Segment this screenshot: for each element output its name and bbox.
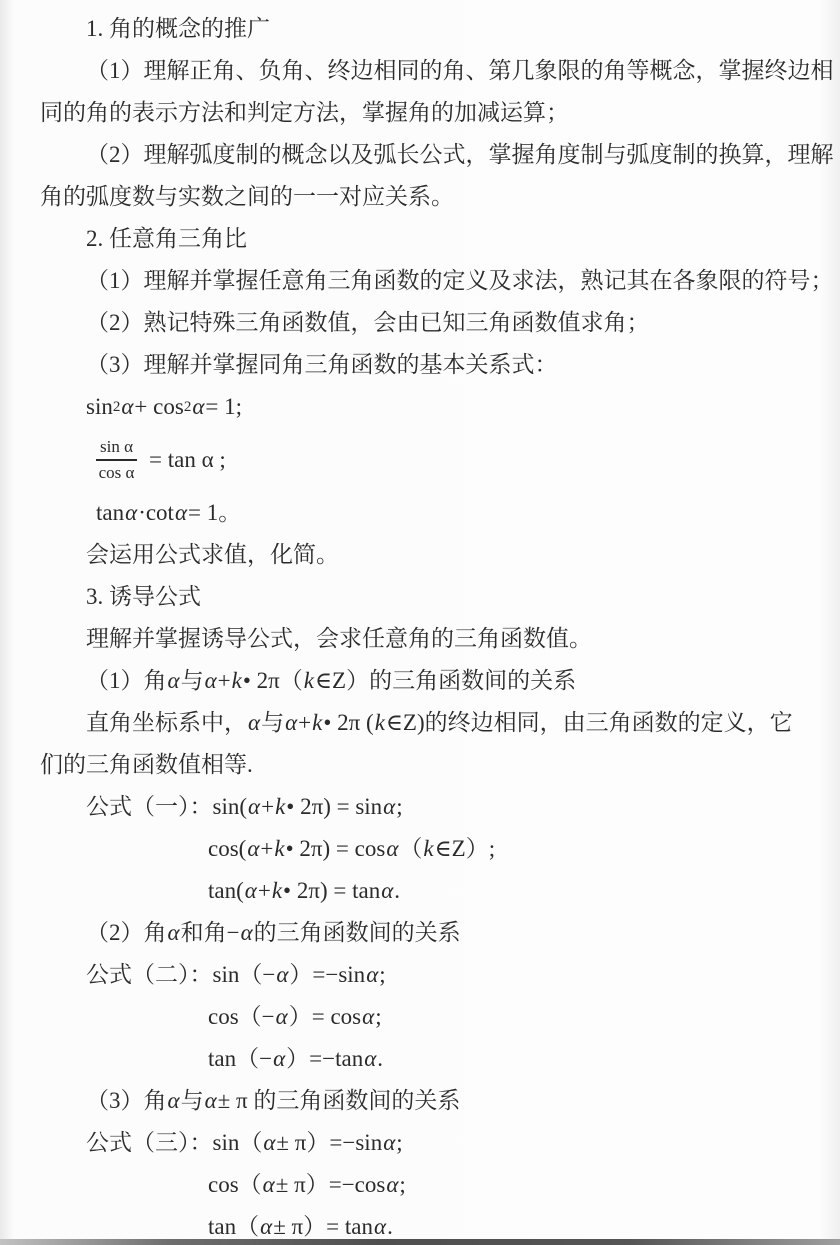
body-line: （2）角 α 和角− α 的三角函数间的关系: [86, 920, 461, 946]
body-line: 角的弧度数与实数之间的一一对应关系。: [40, 184, 454, 210]
fraction-numerator: sin α: [96, 437, 137, 461]
formula-line: [40, 428, 804, 492]
heading-line: 2. 任意角三角比: [86, 226, 247, 252]
formula-line: tan（ α ± π）= tan α .: [208, 1214, 393, 1240]
page-bottom-edge: [0, 1239, 840, 1245]
body-line: （1）理解正角、负角、终边相同的角、第几象限的角等概念，掌握终边相: [86, 58, 834, 84]
body-line: 们的三角函数值相等.: [40, 752, 253, 778]
formula-line: 公式（二）：sin（− α ）=−sin α ;: [86, 962, 386, 988]
body-line: （2）熟记特殊三角函数值，会由已知三角函数值求角；: [86, 310, 650, 336]
body-line: （2）理解弧度制的概念以及弧长公式，掌握角度制与弧度制的换算，理解: [86, 142, 834, 168]
formula-line: sin 2 α + cos 2 α = 1;: [86, 394, 243, 420]
body-line: 理解并掌握诱导公式，会求任意角的三角函数值。: [86, 626, 592, 652]
body-line: （1）角 α 与 α + k • 2π（ k ∈Z）的三角函数间的关系: [86, 668, 577, 694]
formula-line: tan（− α ）=−tan α .: [208, 1046, 384, 1072]
formula-line: cos（− α ）= cos α ;: [208, 1004, 382, 1030]
fraction-rhs: = tan α ;: [149, 447, 226, 473]
formula-line: 公式（一）：sin( α + k • 2π) = sin α ;: [86, 794, 403, 820]
body-line: （3）角 α 与 α ± π 的三角函数间的关系: [86, 1088, 461, 1114]
formula-line: tan α ·cot α = 1。: [96, 500, 242, 526]
body-line: （3）理解并掌握同角三角函数的基本关系式：: [86, 352, 558, 378]
formula-line: 公式（三）：sin（ α ± π）=−sin α ;: [86, 1130, 403, 1156]
heading-line: 3. 诱导公式: [86, 584, 201, 610]
heading-line: 1. 角的概念的推广: [86, 16, 270, 42]
body-line: 同的角的表示方法和判定方法，掌握角的加减运算；: [40, 100, 569, 126]
fraction-denominator: cos α: [98, 463, 135, 482]
body-line: 直角坐标系中， α 与 α + k • 2π ( k ∈Z)的终边相同，由三角函数的定义，它: [86, 710, 793, 736]
formula-line: tan( α + k • 2π) = tan α .: [208, 878, 401, 904]
formula-line: cos( α + k • 2π) = cos α （ k ∈Z）;: [208, 836, 496, 862]
body-line: 会运用公式求值，化简。: [86, 542, 339, 568]
body-line: （1）理解并掌握任意角三角函数的定义及求法，熟记其在各象限的符号；: [86, 268, 834, 294]
formula-line: cos（ α ± π）=−cos α ;: [208, 1172, 406, 1198]
fraction: [96, 437, 137, 482]
